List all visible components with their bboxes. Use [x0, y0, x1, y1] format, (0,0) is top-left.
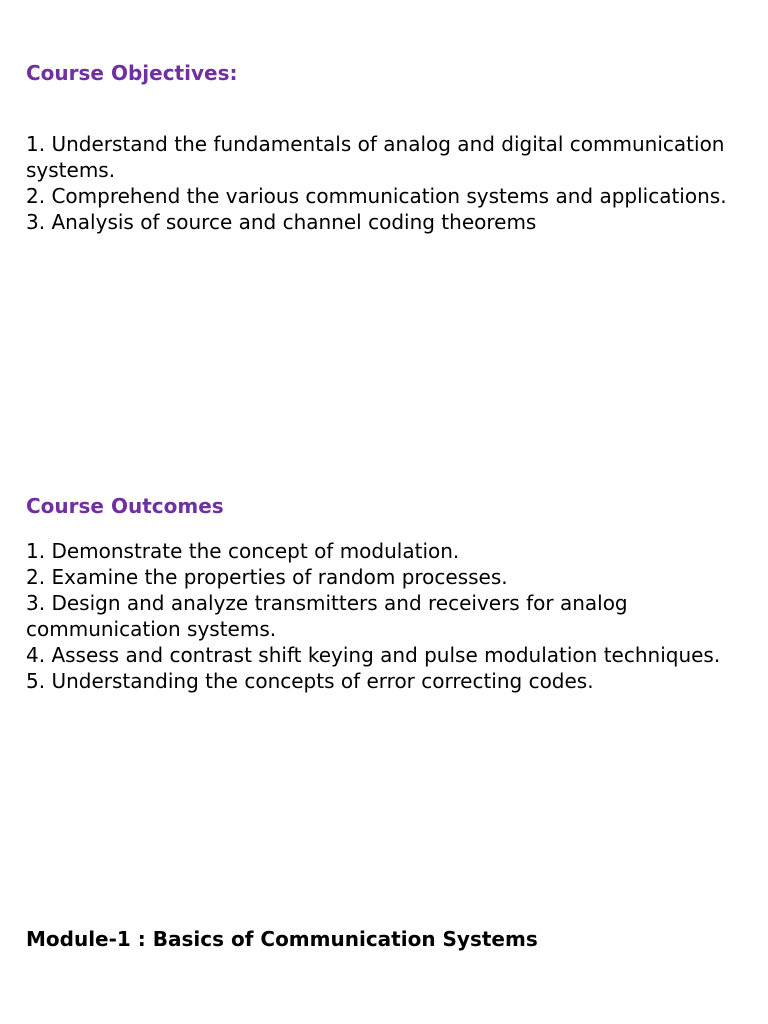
course-outcomes-heading: Course Outcomes — [26, 494, 224, 518]
module-1-heading: Module-1 : Basics of Communication Systems — [26, 927, 538, 951]
objective-item-1: 1. Understand the fundamentals of analog and digital communication systems. — [26, 132, 725, 182]
outcome-item-3: 3. Design and analyze transmitters and receivers for analog communication systems. — [26, 591, 628, 641]
outcome-item-2: 2. Examine the properties of random processes. — [26, 565, 508, 589]
outcome-item-5: 5. Understanding the concepts of error correcting codes. — [26, 669, 594, 693]
objective-item-2: 2. Comprehend the various communication systems and applications. — [26, 184, 727, 208]
outcome-item-4: 4. Assess and contrast shift keying and pulse modulation techniques. — [26, 643, 721, 667]
outcome-item-1: 1. Demonstrate the concept of modulation. — [26, 539, 460, 563]
course-outcomes-list — [26, 538, 746, 694]
course-objectives-heading: Course Objectives: — [26, 61, 238, 85]
course-objectives-list — [26, 131, 746, 235]
objective-item-3: 3. Analysis of source and channel coding theorems — [26, 210, 537, 234]
